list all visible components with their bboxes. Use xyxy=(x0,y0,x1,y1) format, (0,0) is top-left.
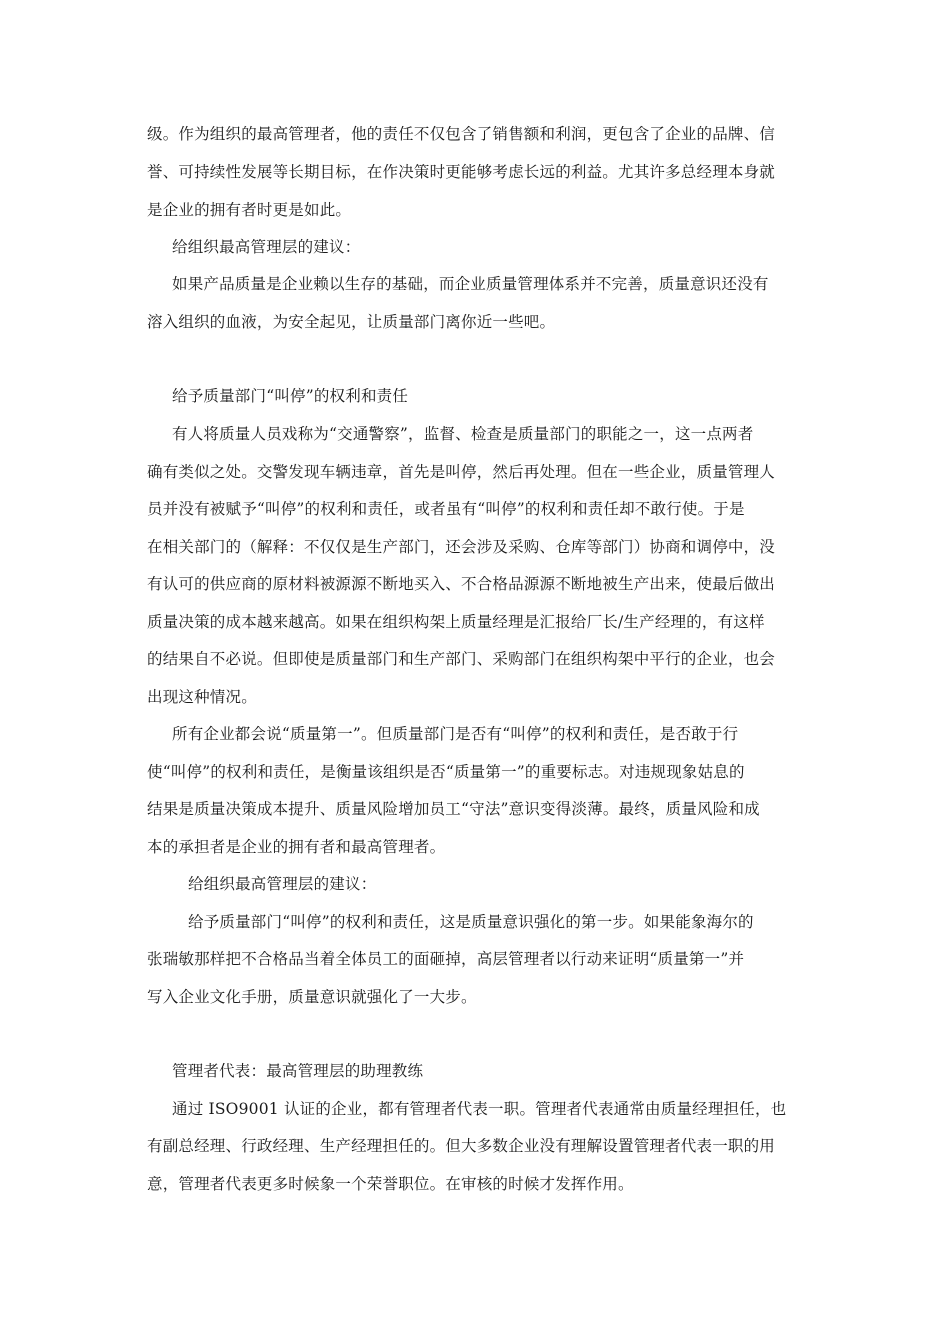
text-line: 有人将质量人员戏称为“交通警察”，监督、检查是质量部门的职能之一，这一点两者 xyxy=(172,425,754,443)
text-line: 是企业的拥有者时更是如此。 xyxy=(147,201,352,219)
text-line: 溶入组织的血液，为安全起见，让质量部门离你近一些吧。 xyxy=(147,313,556,331)
section-heading: 给组织最高管理层的建议： xyxy=(188,875,377,893)
text-line: 的结果自不必说。但即使是质量部门和生产部门、采购部门在组织构架中平行的企业，也会 xyxy=(147,650,776,668)
text-line: 如果产品质量是企业赖以生存的基础，而企业质量管理体系并不完善，质量意识还没有 xyxy=(172,275,769,293)
text-line: 所有企业都会说“质量第一”。但质量部门是否有“叫停”的权利和责任，是否敢于行 xyxy=(172,725,739,743)
text-line: 通过 ISO9001 认证的企业，都有管理者代表一职。管理者代表通常由质量经理担任，也 xyxy=(172,1100,787,1118)
text-line: 张瑞敏那样把不合格品当着全体员工的面砸掉，高层管理者以行动来证明“质量第一”并 xyxy=(147,950,745,968)
section-heading: 管理者代表：最高管理层的助理教练 xyxy=(172,1062,424,1080)
text-line: 在相关部门的（解释：不仅仅是生产部门，还会涉及采购、仓库等部门）协商和调停中，没 xyxy=(147,538,776,556)
text-line: 给予质量部门“叫停”的权利和责任，这是质量意识强化的第一步。如果能象海尔的 xyxy=(188,913,754,931)
text-line: 员并没有被赋予“叫停”的权利和责任，或者虽有“叫停”的权利和责任却不敢行使。于是 xyxy=(147,500,745,518)
text-line: 有副总经理、行政经理、生产经理担任的。但大多数企业没有理解设置管理者代表一职的用 xyxy=(147,1137,776,1155)
text-line: 本的承担者是企业的拥有者和最高管理者。 xyxy=(147,838,446,856)
text-line: 意，管理者代表更多时候象一个荣誉职位。在审核的时候才发挥作用。 xyxy=(147,1175,634,1193)
text-line: 结果是质量决策成本提升、质量风险增加员工“守法”意识变得淡薄。最终，质量风险和成 xyxy=(147,800,760,818)
text-line: 级。作为组织的最高管理者，他的责任不仅包含了销售额和利润，更包含了企业的品牌、信 xyxy=(147,125,776,143)
text-line: 写入企业文化手册，质量意识就强化了一大步。 xyxy=(147,988,477,1006)
text-line: 确有类似之处。交警发现车辆违章，首先是叫停，然后再处理。但在一些企业，质量管理人 xyxy=(147,463,776,481)
section-heading: 给组织最高管理层的建议： xyxy=(172,238,361,256)
text-line: 有认可的供应商的原材料被源源不断地买入、不合格品源源不断地被生产出来，使最后做出 xyxy=(147,575,776,593)
section-heading: 给予质量部门“叫停”的权利和责任 xyxy=(172,387,409,405)
text-line: 质量决策的成本越来越高。如果在组织构架上质量经理是汇报给厂长/生产经理的，有这样 xyxy=(147,613,765,631)
text-line: 誉、可持续性发展等长期目标，在作决策时更能够考虑长远的利益。尤其许多总经理本身就 xyxy=(147,163,776,181)
text-line: 出现这种情况。 xyxy=(147,688,257,706)
text-line: 使“叫停”的权利和责任，是衡量该组织是否“质量第一”的重要标志。对违规现象姑息的 xyxy=(147,763,745,781)
